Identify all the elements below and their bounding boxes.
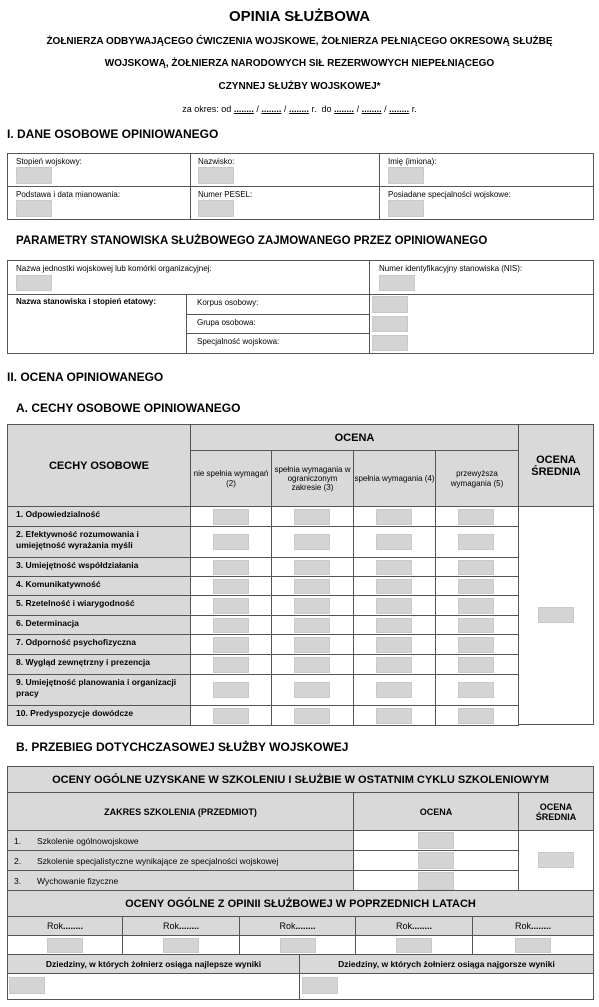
pesel-label: Numer PESEL: — [198, 190, 253, 199]
col4-header: spełnia wymagania (4) — [353, 450, 436, 507]
trait-grade-field[interactable] — [213, 579, 249, 594]
year-label: Rok — [279, 921, 296, 931]
grupa-field[interactable] — [372, 316, 408, 332]
pesel-field[interactable] — [198, 200, 234, 217]
trait-grade-field[interactable] — [294, 534, 330, 550]
trait-grade-field[interactable] — [458, 560, 494, 575]
najgorsze-field[interactable] — [302, 977, 338, 994]
ocena-b-header: OCENA — [353, 792, 519, 831]
grupa-label: Grupa osobowa: — [197, 318, 256, 327]
trait-grade-field[interactable] — [376, 637, 412, 653]
year-grade-field[interactable] — [280, 938, 316, 953]
stopien-label: Stopień wojskowy: — [16, 157, 82, 166]
training-num: 3. — [14, 876, 22, 886]
col3-header: spełnia wymagania w ograniczonym zakresie (3) — [271, 450, 354, 507]
srednia-b-header: OCENA ŚREDNIA — [518, 792, 594, 831]
trait-label: 4. Komunikatywność — [16, 579, 101, 589]
year-grade-field[interactable] — [47, 938, 83, 953]
year-header — [472, 916, 594, 936]
ocena-header: OCENA — [190, 424, 519, 451]
specjalnosci-label: Posiadane specjalności wojskowe: — [388, 190, 511, 199]
training-grade-field[interactable] — [418, 872, 454, 890]
period-to-year[interactable]: ........ — [389, 104, 410, 114]
trait-grade-field[interactable] — [458, 708, 494, 724]
trait-grade-field[interactable] — [458, 618, 494, 633]
period-from-day[interactable]: ........ — [233, 104, 254, 114]
trait-grade-field[interactable] — [213, 598, 249, 614]
nazwisko-label: Nazwisko: — [198, 157, 235, 166]
trait-grade-field[interactable] — [376, 579, 412, 594]
year-input[interactable]: ........ — [179, 921, 200, 931]
trait-grade-field[interactable] — [213, 708, 249, 724]
specjalnosci-field[interactable] — [388, 200, 424, 217]
trait-label: 10. Predyspozycje dowódcze — [16, 708, 134, 718]
training-num: 1. — [14, 836, 22, 846]
specjalnosc-label: Specjalność wojskowa: — [197, 337, 280, 346]
training-num: 2. — [14, 856, 22, 866]
trait-grade-field[interactable] — [458, 534, 494, 550]
trait-grade-field[interactable] — [376, 534, 412, 550]
najgorsze-cell — [299, 973, 594, 1000]
trait-grade-field[interactable] — [458, 682, 494, 698]
imie-label: Imię (imiona): — [388, 157, 437, 166]
najgorsze-header: Dziedziny, w których żołnierz osiąga najgorsze wyniki — [299, 954, 594, 974]
trait-label: 2. Efektywność rozumowania i umiejętność wyrażania myśli — [16, 529, 139, 551]
year-input[interactable]: ........ — [531, 921, 552, 931]
year-header — [7, 916, 123, 936]
period-to-month[interactable]: ........ — [361, 104, 382, 114]
section-a-title: A. CECHY OSOBOWE OPINIOWANEGO — [16, 401, 241, 415]
trait-grade-field[interactable] — [294, 657, 330, 673]
section-b-title: B. PRZEBIEG DOTYCHCZASOWEJ SŁUŻBY WOJSKOWEJ — [16, 740, 349, 754]
trait-label: 5. Rzetelność i wiarygodność — [16, 598, 135, 608]
trait-grade-field[interactable] — [294, 637, 330, 653]
cechy-header: CECHY OSOBOWE — [7, 424, 191, 507]
training-grade-field[interactable] — [418, 852, 454, 869]
year-label: Rok — [514, 921, 531, 931]
zakres-header: ZAKRES SZKOLENIA (PRZEDMIOT) — [7, 792, 354, 831]
trait-grade-field[interactable] — [213, 618, 249, 633]
year-input[interactable]: ........ — [295, 921, 316, 931]
oceny-ogolne-header: OCENY OGÓLNE UZYSKANE W SZKOLENIU I SŁUŻBIE W OSTATNIM CYKLU SZKOLENIOWYM — [7, 766, 594, 793]
trait-grade-field[interactable] — [458, 637, 494, 653]
section-2-title: II. OCENA OPINIOWANEGO — [7, 370, 164, 384]
year-header — [122, 916, 240, 936]
trait-grade-field[interactable] — [294, 708, 330, 724]
podstawa-label: Podstawa i data mianowania: — [16, 190, 121, 199]
trait-grade-field[interactable] — [376, 682, 412, 698]
najlepsze-cell — [7, 973, 300, 1000]
trait-grade-field[interactable] — [213, 509, 249, 525]
trait-grade-field[interactable] — [376, 657, 412, 673]
col2-header: nie spełnia wymagań (2) — [190, 450, 272, 507]
subtitle-line-1: ŻOŁNIERZA ODBYWAJĄCEGO ĆWICZENIA WOJSKOWE, ŻOŁNIERZA PEŁNIĄCEGO OKRESOWĄ SŁUŻBĘ — [46, 36, 553, 47]
year-grade-field[interactable] — [396, 938, 432, 953]
srednia-field[interactable] — [538, 607, 574, 623]
trait-label: 6. Determinacja — [16, 618, 79, 628]
stopien-field[interactable] — [16, 167, 52, 184]
col5-header: przewyższa wymagania (5) — [435, 450, 519, 507]
trait-grade-field[interactable] — [213, 682, 249, 698]
subtitle-line-2: WOJSKOWĄ, ŻOŁNIERZA NARODOWYCH SIŁ REZERWOWYCH NIEPEŁNIĄCEGO — [104, 58, 495, 69]
period-to-day[interactable]: ........ — [334, 104, 355, 114]
nis-field[interactable] — [379, 275, 415, 291]
korpus-label: Korpus osobowy: — [197, 298, 259, 307]
year-grade-field[interactable] — [163, 938, 199, 953]
trait-grade-field[interactable] — [294, 560, 330, 575]
subtitle-line-3: CZYNNEJ SŁUŻBY WOJSKOWEJ* — [218, 81, 381, 92]
srednia-b-field[interactable] — [538, 852, 574, 868]
trait-grade-field[interactable] — [213, 560, 249, 575]
trait-grade-field[interactable] — [376, 560, 412, 575]
year-header — [355, 916, 473, 936]
stanowisko-label: Nazwa stanowiska i stopień etatowy: — [16, 297, 157, 306]
trait-label: 3. Umiejętność współdziałania — [16, 560, 139, 570]
trait-grade-field[interactable] — [458, 509, 494, 525]
trait-grade-field[interactable] — [294, 579, 330, 594]
trait-grade-field[interactable] — [376, 509, 412, 525]
trait-grade-field[interactable] — [376, 598, 412, 614]
year-label: Rok — [162, 921, 179, 931]
jednostka-field[interactable] — [16, 275, 52, 291]
korpus-field[interactable] — [372, 296, 408, 313]
training-label: Szkolenie specjalistyczne wynikające ze specjalności wojskowej — [37, 856, 279, 866]
trait-grade-field[interactable] — [294, 598, 330, 614]
training-label: Wychowanie fizyczne — [37, 876, 119, 886]
trait-grade-field[interactable] — [458, 579, 494, 594]
year-label: Rok — [46, 921, 63, 931]
nis-label: Numer identyfikacyjny stanowiska (NIS): — [379, 264, 523, 273]
period-line: za okres: od ........ / ........ / ........ r. do ........ / ........ / ........ r. — [182, 104, 417, 114]
trait-label: 9. Umiejętność planowania i organizacji pracy — [16, 677, 177, 699]
trait-grade-field[interactable] — [213, 657, 249, 673]
jednostka-label: Nazwa jednostki wojskowej lub komórki organizacyjnej: — [16, 264, 212, 273]
trait-grade-field[interactable] — [458, 657, 494, 673]
trait-grade-field[interactable] — [294, 509, 330, 525]
trait-grade-field[interactable] — [376, 618, 412, 633]
podstawa-field[interactable] — [16, 200, 52, 217]
year-header — [239, 916, 356, 936]
specjalnosc-field[interactable] — [372, 335, 408, 351]
period-from-year[interactable]: ........ — [288, 104, 309, 114]
trait-grade-field[interactable] — [294, 618, 330, 633]
year-input[interactable]: ........ — [412, 921, 433, 931]
srednia-header: OCENA ŚREDNIA — [518, 424, 594, 507]
trait-grade-field[interactable] — [376, 708, 412, 724]
section-1-title: I. DANE OSOBOWE OPINIOWANEGO — [7, 127, 219, 141]
poprzednie-header: OCENY OGÓLNE Z OPINII SŁUŻBOWEJ W POPRZEDNICH LATACH — [7, 890, 594, 917]
year-grade-field[interactable] — [515, 938, 551, 953]
period-from-month[interactable]: ........ — [261, 104, 282, 114]
nazwisko-field[interactable] — [198, 167, 234, 184]
training-grade-field[interactable] — [418, 832, 454, 849]
trait-grade-field[interactable] — [458, 598, 494, 614]
trait-grade-field[interactable] — [213, 637, 249, 653]
training-label: Szkolenie ogólnowojskowe — [37, 836, 139, 846]
najlepsze-header: Dziedziny, w których żołnierz osiąga najlepsze wyniki — [7, 954, 300, 974]
params-title: PARAMETRY STANOWISKA SŁUŻBOWEGO ZAJMOWANEGO PRZEZ OPINIOWANEGO — [16, 235, 488, 247]
trait-label: 8. Wygląd zewnętrzny i prezencja — [16, 657, 150, 667]
trait-grade-field[interactable] — [294, 682, 330, 698]
trait-label: 7. Odporność psychofizyczna — [16, 637, 136, 647]
page-title: OPINIA SŁUŻBOWA — [228, 8, 371, 25]
najlepsze-field[interactable] — [9, 977, 45, 994]
trait-grade-field[interactable] — [213, 534, 249, 550]
imie-field[interactable] — [388, 167, 424, 184]
year-input[interactable]: ........ — [63, 921, 84, 931]
year-label: Rok — [395, 921, 412, 931]
trait-label: 1. Odpowiedzialność — [16, 509, 101, 519]
